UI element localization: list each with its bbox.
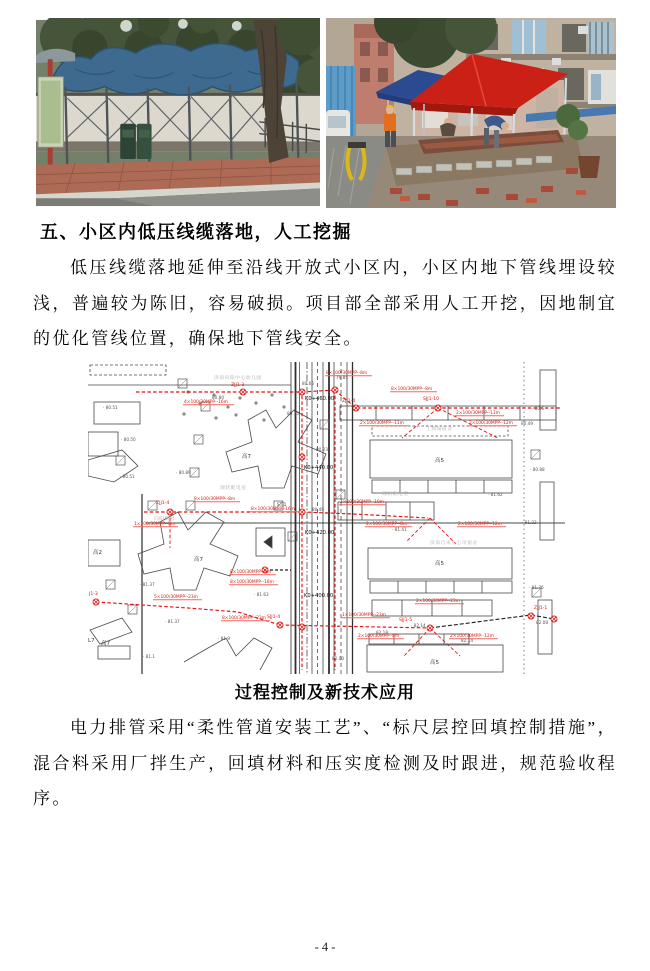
svg-text:· 81.1: · 81.1 — [143, 654, 155, 659]
svg-text:向阳街村: 向阳街村 — [154, 517, 176, 522]
section-heading: 五、小区内低压线缆落地，人工挖掘 — [40, 222, 352, 243]
svg-text:80.80: 80.80 — [212, 395, 224, 400]
svg-text:80.23: 80.23 — [316, 447, 328, 452]
svg-text:8×100/30MPP--8m: 8×100/30MPP--8m — [194, 497, 236, 502]
svg-text:80.75: 80.75 — [287, 411, 299, 416]
paragraph-1: 低压线缆落地延伸至沿线开放式小区内，小区内地下管线埋设较浅，普遍较为陈旧，容易破损。项目部全部采用人工开挖，因地制宜的优化管线位置，确保地下管线安全。 — [33, 258, 617, 348]
svg-text:2×100/30MPP--23m: 2×100/30MPP--23m — [416, 599, 460, 604]
svg-text:现状配电室: 现状配电室 — [382, 492, 409, 497]
svg-text:82.18: 82.18 — [376, 630, 388, 635]
svg-text:ZJJ1-1: ZJJ1-1 — [534, 606, 548, 611]
svg-text:高7: 高7 — [101, 641, 110, 647]
svg-text:高7: 高7 — [194, 557, 203, 563]
trash-bin — [137, 124, 152, 159]
svg-text:· 80.89: · 80.89 — [176, 470, 191, 475]
svg-text:· 82.14: · 82.14 — [411, 623, 426, 628]
svg-text:2×100/30MPP--12m: 2×100/30MPP--12m — [458, 522, 502, 527]
svg-text:79.85: 79.85 — [336, 375, 348, 380]
svg-text:82.08: 82.08 — [536, 620, 548, 625]
svg-text:济南自来水公司宿舍: 济南自来水公司宿舍 — [430, 541, 478, 546]
svg-text:1×100/30MPP--8m: 1×100/30MPP--8m — [134, 522, 176, 527]
svg-text:· 81.22: · 81.22 — [522, 520, 537, 525]
svg-text:2×100/30MPP--8m: 2×100/30MPP--8m — [358, 634, 400, 639]
page-number: - 4 - — [314, 940, 336, 954]
site-plan-figure — [88, 362, 565, 674]
svg-text:· 81.41: · 81.41 — [392, 527, 407, 532]
svg-text:8×100/30MPP--18m: 8×100/30MPP--18m — [230, 580, 274, 585]
svg-text:高5: 高5 — [435, 561, 444, 567]
svg-text:1×100/30MPP--10m: 1×100/30MPP--10m — [340, 500, 384, 505]
svg-text:8×100/30MPP--8m: 8×100/30MPP--8m — [230, 570, 272, 575]
svg-text:ZJJ1-4: ZJJ1-4 — [156, 501, 170, 506]
svg-text:· 80.51: · 80.51 — [120, 474, 135, 479]
svg-text:2×100/30MPP--12m: 2×100/30MPP--12m — [469, 421, 513, 426]
svg-text:80.49: 80.49 — [312, 507, 324, 512]
svg-text:高5: 高5 — [435, 458, 444, 464]
svg-text:8×100/30MPP--16m: 8×100/30MPP--16m — [251, 507, 295, 512]
svg-text:80.66: 80.66 — [302, 381, 314, 386]
svg-text:济南向阳中心幼儿园: 济南向阳中心幼儿园 — [214, 376, 262, 381]
svg-text:高7: 高7 — [242, 454, 251, 460]
svg-text:2×100/30MPP--11m: 2×100/30MPP--11m — [456, 411, 500, 416]
svg-text:ZJJ1-3: ZJJ1-3 — [231, 383, 245, 388]
svg-text:K0+460.00: K0+460.00 — [305, 396, 335, 402]
svg-text:2×100/30MPP--11m: 2×100/30MPP--11m — [360, 421, 404, 426]
paragraph-2: 电力排管采用“柔性管道安装工艺”、“标尺层控回填控制措施”，混合料采用厂拌生产，回填材料和压实度检测及时跟进，规范验收程序。 — [33, 718, 617, 808]
svg-text:· 81.37: · 81.37 — [140, 582, 155, 587]
svg-text:· 81.62: · 81.62 — [488, 492, 503, 497]
svg-text:· 80.50: · 80.50 — [121, 437, 136, 442]
figure-caption: 过程控制及新技术应用 — [235, 683, 415, 703]
svg-text:8×100/30MPP--8m: 8×100/30MPP--8m — [391, 387, 433, 392]
svg-text:2×100/30MPP--8m: 2×100/30MPP--8m — [366, 522, 408, 527]
svg-text:· 80.51: · 80.51 — [103, 405, 118, 410]
photo-row — [36, 18, 616, 208]
svg-text:8×100/30MPP--8m: 8×100/30MPP--8m — [326, 371, 368, 376]
svg-text:4×100/30MPP--16m: 4×100/30MPP--16m — [184, 400, 228, 405]
svg-text:· 80.6: · 80.6 — [532, 406, 544, 411]
svg-text:· 80.88: · 80.88 — [530, 467, 545, 472]
svg-text:高5: 高5 — [430, 660, 439, 666]
svg-text:· 81.63: · 81.63 — [254, 592, 269, 597]
svg-text:· 81.37: · 81.37 — [165, 619, 180, 624]
svg-text:高2: 高2 — [93, 550, 102, 556]
svg-text:82.14: 82.14 — [461, 638, 473, 643]
svg-text:8×100/30MPP--23m: 8×100/30MPP--23m — [222, 616, 266, 621]
svg-text:1×100/30MPP--23m: 1×100/30MPP--23m — [342, 613, 386, 618]
svg-text:· 81.76: · 81.76 — [529, 585, 544, 590]
svg-text:SJJ1-5: SJJ1-5 — [399, 618, 413, 623]
svg-text:现状配电室: 现状配电室 — [220, 486, 247, 491]
svg-text:SJJ1-10: SJJ1-10 — [423, 397, 440, 402]
svg-text:SJJ1-4: SJJ1-4 — [267, 615, 281, 620]
svg-text:STJ1: STJ1 — [277, 503, 287, 508]
svg-text:ZJJ1-4: ZJJ1-4 — [342, 399, 356, 404]
svg-text:J1-3: J1-3 — [89, 592, 98, 597]
svg-text:5×100/30MPP--23m: 5×100/30MPP--23m — [154, 595, 198, 600]
svg-text:K0+440.00: K0+440.00 — [304, 465, 334, 471]
svg-text:2×100/30MPP--12m: 2×100/30MPP--12m — [450, 634, 494, 639]
photo-left-canopy — [36, 18, 320, 208]
svg-text:82.00: 82.00 — [332, 656, 344, 661]
trash-bin — [120, 124, 136, 159]
svg-text:工商局宿舍: 工商局宿舍 — [426, 427, 453, 432]
site-plan-map — [88, 362, 565, 674]
svg-text:L7: L7 — [88, 638, 95, 644]
svg-text:80.49: 80.49 — [521, 421, 533, 426]
svg-text:K0+420.00: K0+420.00 — [305, 530, 335, 536]
svg-text:· 81.9: · 81.9 — [218, 636, 230, 641]
svg-text:K0+400.00: K0+400.00 — [304, 593, 334, 599]
photo-right-excavation — [326, 18, 616, 208]
clay-pot — [578, 156, 600, 178]
